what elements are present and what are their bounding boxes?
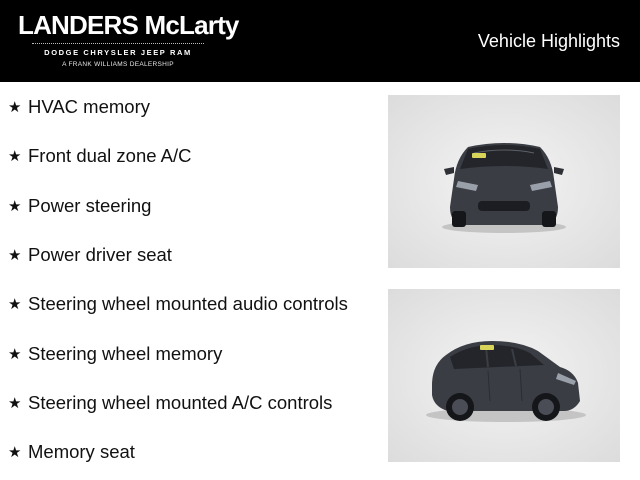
- star-icon: ★: [8, 295, 22, 313]
- list-item: [8, 243, 172, 267]
- star-icon: ★: [8, 443, 22, 461]
- feature-label: Power steering: [28, 195, 152, 216]
- logo-divider: [32, 43, 204, 44]
- car-front-illustration: [388, 95, 620, 268]
- logo-brands: DODGE CHRYSLER JEEP RAM: [44, 48, 192, 57]
- list-item: [8, 194, 151, 218]
- features-list: [0, 82, 380, 480]
- vehicle-photo-front[interactable]: [388, 95, 620, 268]
- list-item: [8, 292, 348, 316]
- star-icon: ★: [8, 98, 22, 116]
- vehicle-photo-side[interactable]: [388, 289, 620, 462]
- feature-label: Steering wheel mounted A/C controls: [28, 392, 333, 413]
- star-icon: ★: [8, 345, 22, 363]
- feature-label: Steering wheel memory: [28, 343, 223, 364]
- star-icon: ★: [8, 394, 22, 412]
- header-bar: [0, 0, 640, 82]
- list-item: [8, 144, 192, 168]
- star-icon: ★: [8, 147, 22, 165]
- logo-wordmark: LANDERS McLarty: [18, 10, 239, 40]
- dealer-logo[interactable]: [18, 8, 239, 74]
- feature-label: Front dual zone A/C: [28, 145, 192, 166]
- list-item: [8, 342, 222, 366]
- list-item: [8, 391, 332, 415]
- star-icon: ★: [8, 197, 22, 215]
- star-icon: ★: [8, 246, 22, 264]
- logo-tagline: A FRANK WILLIAMS DEALERSHIP: [62, 61, 174, 68]
- list-item: [8, 440, 135, 464]
- feature-label: Memory seat: [28, 441, 135, 462]
- feature-label: Power driver seat: [28, 244, 172, 265]
- page-title: Vehicle Highlights: [477, 31, 620, 51]
- feature-label: Steering wheel mounted audio controls: [28, 293, 348, 314]
- feature-label: HVAC memory: [28, 96, 150, 117]
- list-item: [8, 95, 150, 119]
- car-side-illustration: [388, 289, 620, 462]
